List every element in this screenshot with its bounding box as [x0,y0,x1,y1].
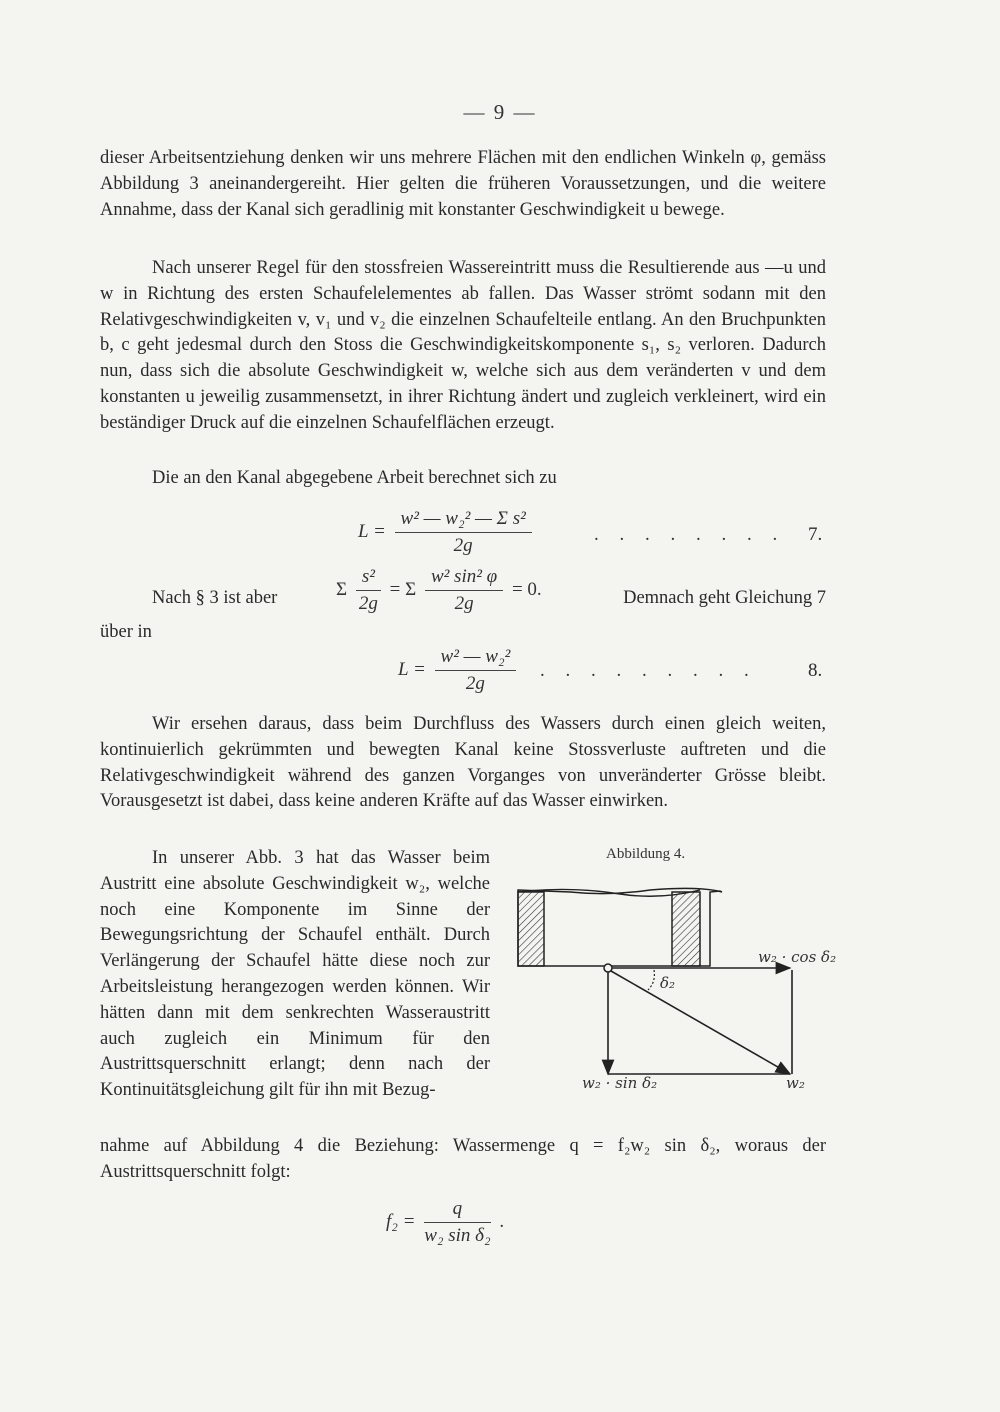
eq8-dots: . . . . . . . . . [540,660,757,681]
paragraph-4 [100,586,277,612]
cond-fraction-1 [356,566,381,615]
eq8-denominator: 2g [465,673,485,694]
resultant-arrow [611,971,790,1074]
cond-num-1: s² [356,566,381,591]
angle-arc [648,970,654,990]
cond-num-2: w² sin² φ [425,566,503,591]
eq7-number: 7. [808,524,823,545]
cond-fraction-2 [425,566,503,615]
equation-8 [398,646,520,695]
eq8-number: 8. [808,660,823,681]
figure-4 [510,878,840,1098]
label-delta: δ₂ [660,974,676,992]
cond-den-2: 2g [454,593,474,614]
condition-equation [336,566,542,615]
outlet-point [604,964,612,972]
f2-end: . [499,1210,505,1232]
p4-cont: über in [100,622,152,642]
paragraph-3: Die an den Kanal abgegebene Arbeit berechnet sich zu [152,468,557,488]
page-number: — 9 — [463,100,537,124]
f2-lhs: f₂ = [386,1210,416,1232]
equation-f2 [386,1198,504,1247]
p4-lead: Nach § 3 ist aber [152,588,278,608]
paragraph-1: dieser Arbeitsentziehung denken wir uns mehrere Flächen mit den endlichen Winkeln φ, gemäss Abbildung 3 aneinandergereiht. Hier gelten die früheren Voraussetzungen, und die weitere Annahme, dass der Kanal sich geradlinig mit konstanter Geschwindigkeit u bewege. [100,148,826,220]
label-sin: w₂ · sin δ₂ [582,1074,658,1092]
eq7-dots: . . . . . . . . [594,524,786,545]
paragraph-6-full: nahme auf Abbildung 4 die Beziehung: Wassermenge q = f₂w₂ sin δ₂, woraus der Austrittsquerschnitt folgt: [100,1136,826,1182]
cond-sigma-1: Σ [336,578,348,600]
eq8-lhs: L = [398,658,426,680]
right-wall [672,892,700,966]
eq8-numerator: w² — w₂² [435,646,517,671]
paragraph-2: Nach unserer Regel für den stossfreien Wassereintritt muss die Resultierende aus —u und w in Richtung des ersten Schaufelelementes ab fallen. Das Wasser strömt sodann mit den Relativgeschwindigkeiten v, v₁ und v₂ die einzelnen Schaufelteile entlang. An den Bruchpunkten b, c geht jedesmal durch den Stoss die Geschwindigkeitskomponente s₁, s₂ verloren. Dadurch nun, dass sich die absolute Geschwindigkeit w, welche sich aus dem veränderten v und dem konstanten u jeweilig zusammensetzt, in ihrer Richtung ändert und zugleich verkleinert, wird ein beständiger Druck auf die einzelnen Schaufelflächen erzeugt. [100,258,826,433]
f2-fraction [424,1198,490,1247]
paragraph-5: Wir ersehen daraus, dass beim Durchfluss des Wassers durch einen gleich weiten, kontinuierlich gekrümmten und bewegten Kanal keine Stossverluste auftreten und die Relativgeschwindigkeit während des ganzen Vorganges von unveränderter Grösse bleibt. Vorausgesetzt ist dabei, dass keine anderen Kräfte auf das Wasser einwirken. [100,714,826,812]
eq7-lhs: L = [358,520,386,542]
label-cos: w₂ · cos δ₂ [758,948,837,966]
left-wall [518,892,544,966]
eq7-numerator: w² — w₂² — Σ s² [395,508,532,533]
cond-end: = 0. [511,578,542,600]
eq8-fraction [435,646,517,695]
eq7-fraction [395,508,532,557]
f2-numerator: q [424,1198,490,1223]
p4-tail: Demnach geht Gleichung 7 [623,588,826,608]
paragraph-6-wrapped: In unserer Abb. 3 hat das Wasser beim Austritt eine absolute Geschwindigkeit w₂, welche noch eine Komponente im Sinne der Bewegungsrichtung der Schaufel enthält. Durch Verlängerung der Schaufel hätte diese noch zur Arbeitsleistung herangezogen werden können. Wir hätten dann mit dem senkrechten Wasseraustritt auch zugleich ein Minimum für den Austrittsquerschnitt erlangt; denn nach der Kontinuitätsgleichung gilt für ihn mit Bezug- [100,848,490,1101]
figure-caption: Abbildung 4. [606,846,686,862]
label-w2: w₂ [786,1074,805,1092]
equation-7 [358,508,536,557]
cond-mid: = Σ [389,578,417,600]
cond-den-1: 2g [358,593,378,614]
eq7-denominator: 2g [453,535,473,556]
f2-denominator: w₂ sin δ₂ [424,1225,491,1246]
